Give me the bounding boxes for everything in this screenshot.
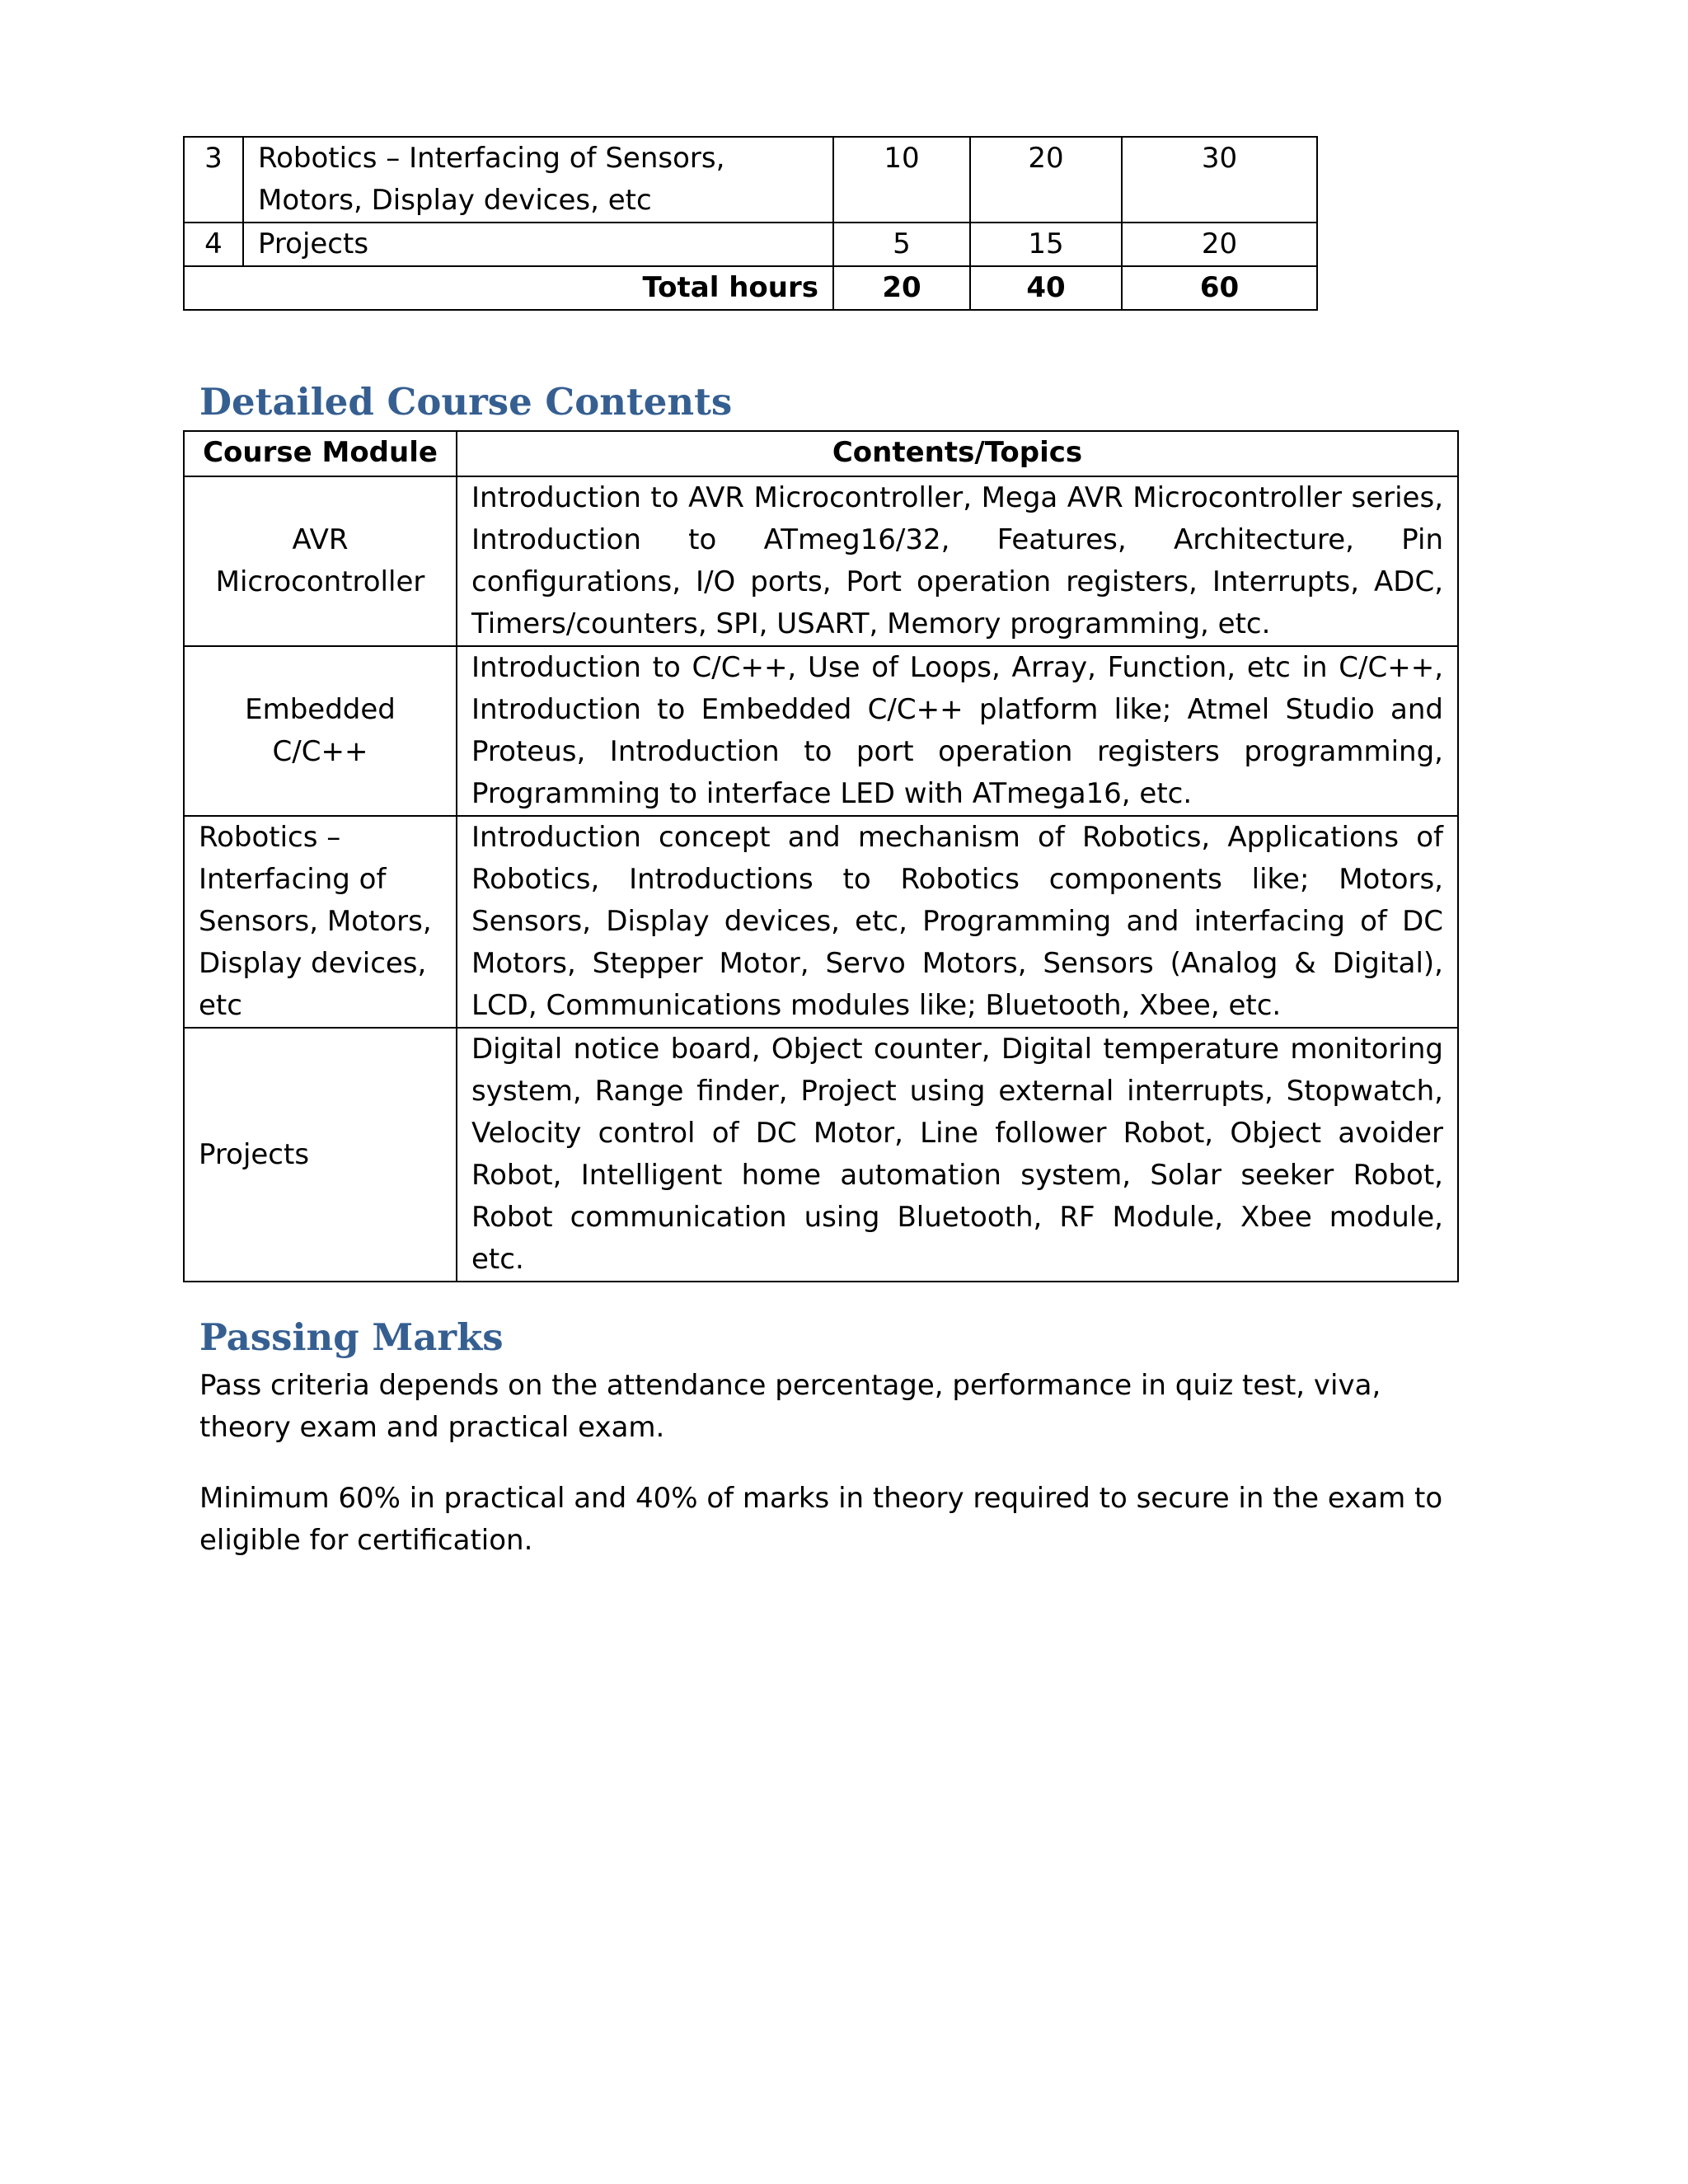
course-module: AVR Microcontroller <box>184 476 457 646</box>
contents-table <box>183 430 1459 1282</box>
table-row <box>184 476 1458 646</box>
section-heading-detailed-contents: Detailed Course Contents <box>199 380 733 424</box>
course-module: Embedded C/C++ <box>184 646 457 816</box>
table-row <box>184 137 1317 223</box>
row-number: 4 <box>184 223 243 266</box>
total-hours: 30 <box>1122 137 1317 223</box>
theory-hours: 10 <box>833 137 970 223</box>
module-name: Projects <box>243 223 833 266</box>
theory-hours: 5 <box>833 223 970 266</box>
grand-total-hours: 60 <box>1122 266 1317 310</box>
course-topics: Introduction to AVR Microcontroller, Mega AVR Microcontroller series, Introduction to ATmeg16/32, Features, Architecture, Pin configurations, I/O ports, Port operation registers, Interrupts, ADC, Timers/counters, SPI, USART, Memory programming, etc. <box>457 476 1458 646</box>
course-module: Robotics – Interfacing of Sensors, Motors, Display devices, etc <box>184 816 457 1028</box>
total-hours: 20 <box>1122 223 1317 266</box>
hours-table <box>183 136 1318 311</box>
column-header-topics: Contents/Topics <box>457 431 1458 476</box>
course-topics: Introduction to C/C++, Use of Loops, Array, Function, etc in C/C++, Introduction to Embedded C/C++ platform like; Atmel Studio and Proteus, Introduction to port operation registers programming, Programming to interface LED with ATmega16, etc. <box>457 646 1458 816</box>
course-topics: Digital notice board, Object counter, Digital temperature monitoring system, Range finder, Project using external interrupts, Stopwatch, Velocity control of DC Motor, Line follower Robot, Object avoider Robot, Intelligent home automation system, Solar seeker Robot, Robot communication using Bluetooth, RF Module, Xbee module, etc. <box>457 1028 1458 1282</box>
pass-criteria-paragraph: Pass criteria depends on the attendance percentage, performance in quiz test, viva, theory exam and practical exam. <box>199 1369 1381 1444</box>
table-row <box>184 816 1458 1028</box>
section-heading-passing-marks: Passing Marks <box>199 1315 504 1359</box>
minimum-marks-paragraph: Minimum 60% in practical and 40% of marks in theory required to secure in the exam to eligible for certification. <box>199 1482 1443 1557</box>
column-header-module: Course Module <box>184 431 457 476</box>
table-row <box>184 223 1317 266</box>
table-header-row <box>184 431 1458 476</box>
total-row <box>184 266 1317 310</box>
row-number: 3 <box>184 137 243 223</box>
table-row <box>184 1028 1458 1282</box>
course-topics: Introduction concept and mechanism of Robotics, Applications of Robotics, Introductions to Robotics components like; Motors, Sensors, Display devices, etc, Programming and interfacing of DC Motors, Stepper Motor, Servo Motors, Sensors (Analog & Digital), LCD, Communications modules like; Bluetooth, Xbee, etc. <box>457 816 1458 1028</box>
total-theory-hours: 20 <box>833 266 970 310</box>
course-module: Projects <box>184 1028 457 1282</box>
module-name: Robotics – Interfacing of Sensors, Motors, Display devices, etc <box>243 137 833 223</box>
total-label: Total hours <box>184 266 833 310</box>
practical-hours: 15 <box>970 223 1122 266</box>
table-row <box>184 646 1458 816</box>
practical-hours: 20 <box>970 137 1122 223</box>
total-practical-hours: 40 <box>970 266 1122 310</box>
